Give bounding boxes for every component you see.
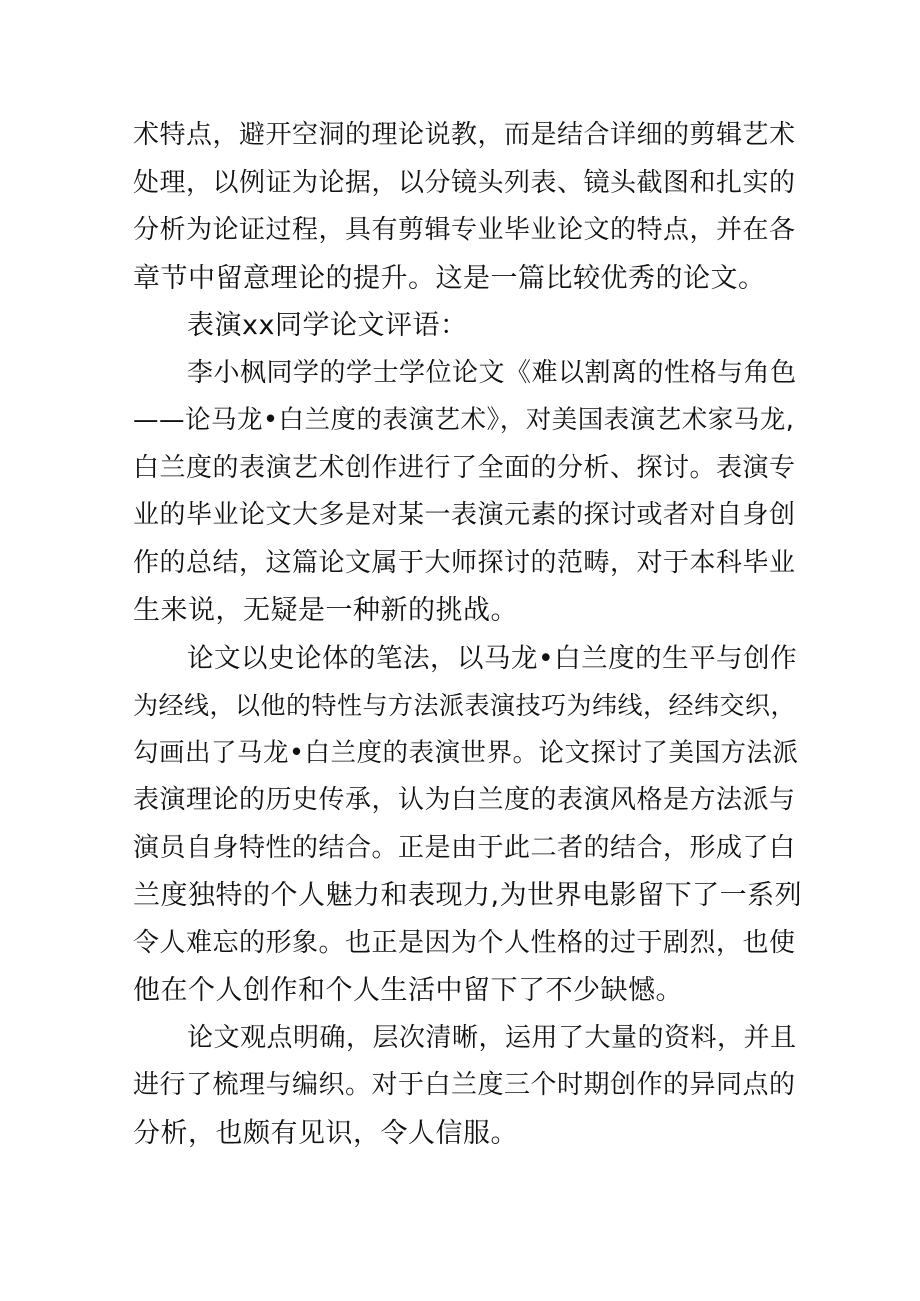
document-body [133, 112, 803, 1157]
text-line: 令人难忘的形象。也正是因为个人性格的过于剧烈，也使 [133, 927, 796, 958]
text-line: ——论马龙•白兰度的表演艺术》，对美国表演艺术家马龙, [133, 405, 795, 435]
text-line: 论文以史论体的笔法，以马龙•白兰度的生平与创作 [187, 642, 798, 674]
text-line: 进行了梳理与编织。对于白兰度三个时期创作的异同点的 [133, 1070, 796, 1100]
text-line: 业的毕业论文大多是对某一表演元素的探讨或者对自身创 [133, 500, 796, 530]
paragraph [133, 112, 803, 302]
text-line: 生来说，无疑是一种新的挑战。 [133, 595, 518, 626]
text-line: 论文观点明确，层次清晰，运用了大量的资料，并且 [187, 1022, 797, 1053]
text-line: 勾画出了马龙•白兰度的表演世界。论文探讨了美国方法派 [133, 737, 799, 768]
paragraph [133, 1015, 803, 1158]
section-heading [133, 302, 803, 350]
text-line: 分析为论证过程，具有剪辑专业毕业论文的特点，并在各 [133, 215, 796, 245]
text-line: 表演理论的历史传承，认为白兰度的表演风格是方法派与 [133, 785, 796, 815]
text-line: 表演xx同学论文评语： [187, 310, 468, 341]
text-line: 作的总结，这篇论文属于大师探讨的范畴，对于本科毕业 [133, 547, 796, 578]
text-line: 李小枫同学的学士学位论文《难以割离的性格与角色 [187, 357, 797, 388]
paragraph [133, 635, 803, 1015]
text-line: 为经线，以他的特性与方法派表演技巧为纬线，经纬交织， [133, 691, 797, 720]
text-line: 章节中留意理论的提升。这是一篇比较优秀的论文。 [133, 262, 766, 294]
text-line: 演员自身特性的结合。正是由于此二者的结合，形成了白 [133, 832, 796, 863]
text-line: 术特点，避开空洞的理论说教，而是结合详细的剪辑艺术 [133, 120, 796, 150]
paragraph [133, 350, 803, 635]
text-line: 兰度独特的个人魅力和表现力,为世界电影留下了一系列 [133, 880, 803, 911]
text-line: 白兰度的表演艺术创作进行了全面的分析、探讨。表演专 [133, 452, 796, 483]
text-line: 分析，也颇有见识，令人信服。 [133, 1117, 518, 1149]
text-line: 处理，以例证为论据，以分镜头列表、镜头截图和扎实的 [133, 167, 796, 198]
text-line: 他在个人创作和个人生活中留下了不少缺憾。 [133, 975, 683, 1006]
